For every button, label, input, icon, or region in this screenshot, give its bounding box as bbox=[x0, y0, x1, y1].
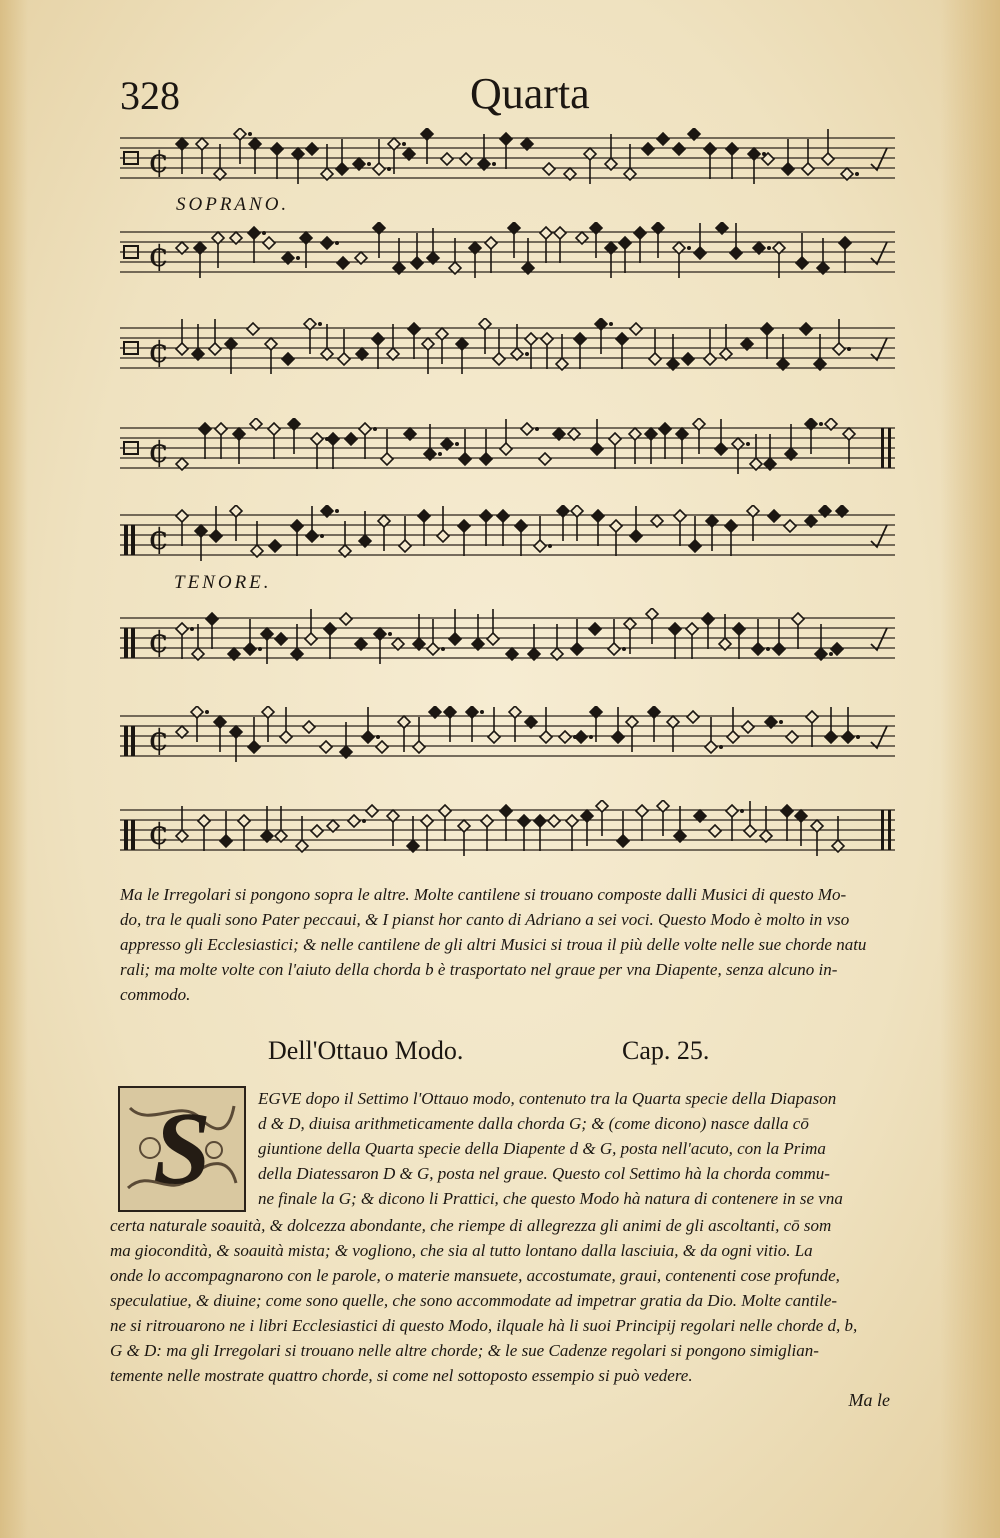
note-head-icon bbox=[209, 343, 221, 355]
note-head-icon bbox=[206, 613, 218, 625]
note-head-icon bbox=[337, 257, 349, 269]
note-head-icon bbox=[796, 257, 808, 269]
note-head-icon bbox=[485, 237, 497, 249]
note-head-icon bbox=[592, 510, 604, 522]
page-edge-right bbox=[940, 0, 1000, 1538]
note-head-icon bbox=[271, 143, 283, 155]
note-head-icon bbox=[421, 815, 433, 827]
dot-icon bbox=[258, 647, 262, 651]
note-head-icon bbox=[248, 227, 260, 239]
dot-icon bbox=[335, 509, 339, 513]
note-head-icon bbox=[176, 510, 188, 522]
note-head-icon bbox=[730, 247, 742, 259]
note-head-icon bbox=[781, 805, 793, 817]
note-head-icon bbox=[559, 731, 571, 743]
note-head-icon bbox=[340, 613, 352, 625]
note-head-icon bbox=[411, 257, 423, 269]
dot-icon bbox=[609, 322, 613, 326]
note-head-icon bbox=[305, 633, 317, 645]
note-head-icon bbox=[269, 540, 281, 552]
note-head-icon bbox=[437, 530, 449, 542]
note-head-icon bbox=[792, 613, 804, 625]
note-head-icon bbox=[525, 333, 537, 345]
note-head-icon bbox=[800, 323, 812, 335]
note-head-icon bbox=[727, 731, 739, 743]
note-head-icon bbox=[481, 815, 493, 827]
dot-icon bbox=[388, 632, 392, 636]
music-staff-2 bbox=[120, 222, 895, 286]
paragraph-ottauo-indented bbox=[258, 1086, 843, 1211]
note-head-icon bbox=[543, 163, 555, 175]
note-head-icon bbox=[493, 353, 505, 365]
note-head-icon bbox=[669, 623, 681, 635]
dot-icon bbox=[687, 246, 691, 250]
note-head-icon bbox=[674, 510, 686, 522]
custos-icon bbox=[871, 338, 887, 360]
note-head-icon bbox=[687, 711, 699, 723]
custos-icon bbox=[871, 628, 887, 650]
dot-icon bbox=[767, 246, 771, 250]
note-head-icon bbox=[682, 353, 694, 365]
f-clef-icon bbox=[124, 820, 128, 850]
note-head-icon bbox=[282, 353, 294, 365]
note-head-icon bbox=[441, 153, 453, 165]
note-head-icon bbox=[610, 520, 622, 532]
note-head-icon bbox=[376, 741, 388, 753]
note-head-icon bbox=[630, 323, 642, 335]
note-head-icon bbox=[500, 443, 512, 455]
note-head-icon bbox=[176, 343, 188, 355]
note-head-icon bbox=[348, 815, 360, 827]
note-head-icon bbox=[709, 825, 721, 837]
note-head-icon bbox=[247, 323, 259, 335]
note-head-icon bbox=[768, 510, 780, 522]
dot-icon bbox=[535, 427, 539, 431]
note-head-icon bbox=[566, 815, 578, 827]
f-clef-icon bbox=[131, 525, 135, 555]
text-line: d & D, diuisa arithmeticamente dalla chorda G; & (come dicono) nasce dalla cō bbox=[258, 1114, 809, 1133]
note-head-icon bbox=[210, 530, 222, 542]
mensuration-sign-icon: ¢ bbox=[148, 431, 170, 471]
note-head-icon bbox=[280, 731, 292, 743]
note-head-icon bbox=[311, 825, 323, 837]
dot-icon bbox=[438, 452, 442, 456]
dot-icon bbox=[190, 627, 194, 631]
note-head-icon bbox=[306, 143, 318, 155]
text-line: do, tra le quali sono Pater peccaui, & I pianst hor canto di Adriano a sei voci. Questo Modo è molto in vso bbox=[120, 910, 850, 929]
note-head-icon bbox=[659, 423, 671, 435]
chapter-number: Cap. 25. bbox=[622, 1036, 710, 1065]
note-head-icon bbox=[338, 353, 350, 365]
note-head-icon bbox=[381, 453, 393, 465]
note-head-icon bbox=[575, 731, 587, 743]
note-head-icon bbox=[806, 711, 818, 723]
text-line: appresso gli Ecclesiastici; & nelle cantilene de gli altri Musici si troua il più delle volte nelle sue chorde natu bbox=[120, 935, 867, 954]
note-head-icon bbox=[480, 453, 492, 465]
note-head-icon bbox=[541, 333, 553, 345]
custos-icon bbox=[871, 148, 887, 170]
note-head-icon bbox=[704, 143, 716, 155]
note-head-icon bbox=[359, 423, 371, 435]
mensuration-sign-icon: ¢ bbox=[148, 141, 170, 181]
note-head-icon bbox=[686, 623, 698, 635]
note-head-icon bbox=[515, 520, 527, 532]
dot-icon bbox=[856, 735, 860, 739]
music-staff-6 bbox=[120, 608, 895, 672]
note-head-icon bbox=[694, 247, 706, 259]
note-head-icon bbox=[619, 237, 631, 249]
dot-icon bbox=[373, 427, 377, 431]
note-head-icon bbox=[704, 353, 716, 365]
dot-icon bbox=[525, 352, 529, 356]
dot-icon bbox=[548, 544, 552, 548]
note-head-icon bbox=[399, 540, 411, 552]
note-head-icon bbox=[176, 623, 188, 635]
mensuration-sign-icon: ¢ bbox=[148, 621, 170, 661]
text-line: della Diatessaron D & G, posta nel graue. Questo col Settimo hà la chorda commu- bbox=[258, 1164, 830, 1183]
f-clef-icon bbox=[131, 820, 135, 850]
music-staff-1 bbox=[120, 128, 895, 192]
note-head-icon bbox=[833, 343, 845, 355]
paragraph-ottauo-full bbox=[110, 1213, 857, 1388]
dot-icon bbox=[362, 819, 366, 823]
text-line: Ma le Irregolari si pongono sopra le altre. Molte cantilene si trouano composte dalli Musici di questo Mo- bbox=[120, 885, 847, 904]
dot-icon bbox=[376, 735, 380, 739]
note-head-icon bbox=[215, 423, 227, 435]
note-head-icon bbox=[742, 721, 754, 733]
mensuration-sign-icon: ¢ bbox=[148, 518, 170, 558]
note-head-icon bbox=[636, 805, 648, 817]
note-head-icon bbox=[630, 530, 642, 542]
chapter-title: Dell'Ottauo Modo. bbox=[268, 1036, 464, 1065]
note-head-icon bbox=[500, 133, 512, 145]
note-head-icon bbox=[649, 353, 661, 365]
note-head-icon bbox=[459, 453, 471, 465]
note-head-icon bbox=[773, 643, 785, 655]
final-bar bbox=[888, 428, 891, 468]
note-head-icon bbox=[842, 731, 854, 743]
note-head-icon bbox=[320, 741, 332, 753]
music-staff-4 bbox=[120, 418, 895, 482]
note-head-icon bbox=[744, 825, 756, 837]
note-head-icon bbox=[521, 423, 533, 435]
text-line: ne si ritrouarono ne i libri Ecclesiastici di questo Modo, ilquale hà li suoi Principij regolari nelle chorde d, b, bbox=[110, 1316, 858, 1335]
custos-icon bbox=[871, 726, 887, 748]
voice-label-soprano: SOPRANO. bbox=[176, 194, 290, 215]
note-head-icon bbox=[689, 540, 701, 552]
final-bar bbox=[881, 810, 884, 850]
note-head-icon bbox=[702, 613, 714, 625]
music-staff-3 bbox=[120, 318, 895, 382]
note-head-icon bbox=[822, 153, 834, 165]
running-head: Quarta bbox=[470, 69, 590, 118]
f-clef-icon bbox=[124, 628, 128, 658]
note-head-icon bbox=[244, 643, 256, 655]
note-head-icon bbox=[480, 510, 492, 522]
decorated-initial bbox=[118, 1086, 246, 1212]
note-head-icon bbox=[786, 731, 798, 743]
note-head-icon bbox=[327, 433, 339, 445]
note-head-icon bbox=[518, 815, 530, 827]
final-bar bbox=[888, 810, 891, 850]
note-head-icon bbox=[726, 805, 738, 817]
text-line: certa naturale soauità, & dolcezza abondante, che riempe di allegrezza gli animi de gli ascoltanti, cō som bbox=[110, 1216, 832, 1235]
text-line: onde lo accompagnarono con le parole, o materie mansuete, accostumate, graui, contenenti cose profunde, bbox=[110, 1266, 840, 1285]
paragraph-irregolari bbox=[120, 882, 866, 1007]
page-number: 328 bbox=[120, 73, 180, 118]
note-head-icon bbox=[612, 731, 624, 743]
f-clef-icon bbox=[124, 726, 128, 756]
note-head-icon bbox=[642, 143, 654, 155]
note-head-icon bbox=[220, 835, 232, 847]
note-head-icon bbox=[609, 433, 621, 445]
text-line: ma giocondità, & soauità mista; & vogliono, che sia al tutto lontano dalla lasciuia, & da ogni vitio. La bbox=[110, 1241, 813, 1260]
note-head-icon bbox=[839, 237, 851, 249]
custos-icon bbox=[871, 525, 887, 547]
note-head-icon bbox=[608, 643, 620, 655]
note-head-icon bbox=[554, 227, 566, 239]
text-line: commodo. bbox=[120, 985, 191, 1004]
note-head-icon bbox=[449, 633, 461, 645]
final-bar bbox=[881, 428, 884, 468]
note-head-icon bbox=[362, 731, 374, 743]
text-line: giuntione della Quarta specie della Diapente d & G, posta nell'acuto, con la Prima bbox=[258, 1139, 826, 1158]
dot-icon bbox=[589, 735, 593, 739]
mensuration-sign-icon: ¢ bbox=[148, 235, 170, 275]
note-head-icon bbox=[500, 805, 512, 817]
note-head-icon bbox=[345, 433, 357, 445]
dot-icon bbox=[480, 710, 484, 714]
dot-icon bbox=[320, 534, 324, 538]
text-line: speculatiue, & diuine; come sono quelle, che sono accommodate ad impetrar gratia da Dio. Molte cantile- bbox=[110, 1291, 838, 1310]
mensuration-sign-icon: ¢ bbox=[148, 813, 170, 853]
dot-icon bbox=[387, 167, 391, 171]
dot-icon bbox=[455, 442, 459, 446]
dot-icon bbox=[296, 256, 300, 260]
dot-icon bbox=[318, 322, 322, 326]
note-head-icon bbox=[634, 227, 646, 239]
note-head-icon bbox=[275, 633, 287, 645]
note-head-icon bbox=[589, 623, 601, 635]
dot-icon bbox=[847, 347, 851, 351]
note-head-icon bbox=[617, 835, 629, 847]
note-head-icon bbox=[725, 520, 737, 532]
dot-icon bbox=[441, 647, 445, 651]
note-head-icon bbox=[460, 153, 472, 165]
note-head-icon bbox=[263, 237, 275, 249]
note-head-icon bbox=[336, 163, 348, 175]
note-head-icon bbox=[540, 731, 552, 743]
dot-icon bbox=[855, 172, 859, 176]
dot-icon bbox=[779, 720, 783, 724]
note-head-icon bbox=[238, 815, 250, 827]
note-head-icon bbox=[657, 133, 669, 145]
note-head-icon bbox=[418, 510, 430, 522]
music-staff-8 bbox=[120, 800, 895, 864]
dot-icon bbox=[248, 132, 252, 136]
dot-icon bbox=[205, 710, 209, 714]
note-head-icon bbox=[366, 805, 378, 817]
note-head-icon bbox=[540, 227, 552, 239]
note-head-icon bbox=[574, 333, 586, 345]
note-head-icon bbox=[705, 741, 717, 753]
dot-icon bbox=[740, 809, 744, 813]
note-head-icon bbox=[488, 731, 500, 743]
note-head-icon bbox=[324, 623, 336, 635]
note-head-icon bbox=[752, 643, 764, 655]
note-head-icon bbox=[534, 815, 546, 827]
text-line: rali; ma molte volte con l'aiuto della chorda b è trasportato nel graue per vna Diapente, senza alcuno in- bbox=[120, 960, 838, 979]
note-head-icon bbox=[458, 520, 470, 532]
dot-icon bbox=[746, 442, 750, 446]
dot-icon bbox=[335, 241, 339, 245]
note-head-icon bbox=[198, 815, 210, 827]
note-head-icon bbox=[782, 163, 794, 175]
note-head-icon bbox=[539, 453, 551, 465]
f-clef-icon bbox=[131, 726, 135, 756]
note-head-icon bbox=[268, 423, 280, 435]
note-head-icon bbox=[321, 237, 333, 249]
dot-icon bbox=[622, 647, 626, 651]
note-head-icon bbox=[487, 633, 499, 645]
dot-icon bbox=[766, 647, 770, 651]
catchword: Ma le bbox=[848, 1390, 890, 1410]
text-line: G & D: ma gli Irregolari si trouano nelle altre chorde; & le sue Cadenze regolari si pongono simiglian- bbox=[110, 1341, 819, 1360]
note-head-icon bbox=[303, 721, 315, 733]
note-head-icon bbox=[548, 815, 560, 827]
note-head-icon bbox=[497, 510, 509, 522]
dot-icon bbox=[829, 652, 833, 656]
note-head-icon bbox=[733, 623, 745, 635]
note-head-icon bbox=[673, 143, 685, 155]
note-head-icon bbox=[825, 731, 837, 743]
note-head-icon bbox=[715, 443, 727, 455]
initial-letter: S bbox=[153, 1091, 211, 1206]
note-head-icon bbox=[616, 333, 628, 345]
note-head-icon bbox=[373, 163, 385, 175]
voice-label-tenore: TENORE. bbox=[174, 572, 272, 593]
note-head-icon bbox=[439, 805, 451, 817]
note-head-icon bbox=[534, 540, 546, 552]
note-head-icon bbox=[413, 741, 425, 753]
note-head-icon bbox=[591, 443, 603, 455]
f-clef-icon bbox=[124, 525, 128, 555]
dot-icon bbox=[719, 745, 723, 749]
f-clef-icon bbox=[131, 628, 135, 658]
note-head-icon bbox=[291, 520, 303, 532]
text-line: temente nelle mostrate quattro chorde, si come nel sottoposto essempio si può vedere. bbox=[110, 1366, 693, 1385]
note-head-icon bbox=[408, 323, 420, 335]
dot-icon bbox=[819, 422, 823, 426]
mensuration-sign-icon: ¢ bbox=[148, 331, 170, 371]
note-head-icon bbox=[761, 323, 773, 335]
page-edge-left bbox=[0, 0, 28, 1538]
note-head-icon bbox=[571, 643, 583, 655]
text-line: ne finale la G; & dicono li Prattici, che questo Modo hà natura di contenere in se vna bbox=[258, 1189, 843, 1208]
music-staff-7 bbox=[120, 706, 895, 770]
dot-icon bbox=[492, 162, 496, 166]
dot-icon bbox=[402, 142, 406, 146]
note-head-icon bbox=[726, 143, 738, 155]
dot-icon bbox=[262, 231, 266, 235]
note-head-icon bbox=[372, 333, 384, 345]
note-head-icon bbox=[311, 433, 323, 445]
note-head-icon bbox=[802, 163, 814, 175]
dot-icon bbox=[367, 162, 371, 166]
custos-icon bbox=[871, 242, 887, 264]
note-head-icon bbox=[248, 741, 260, 753]
note-head-icon bbox=[784, 520, 796, 532]
note-head-icon bbox=[199, 423, 211, 435]
text-line: EGVE dopo il Settimo l'Ottauo modo, contenuto tra la Quarta specie della Diapason bbox=[258, 1089, 837, 1108]
music-staff-5 bbox=[120, 505, 895, 569]
mensuration-sign-icon: ¢ bbox=[148, 719, 170, 759]
note-head-icon bbox=[427, 643, 439, 655]
note-head-icon bbox=[306, 530, 318, 542]
